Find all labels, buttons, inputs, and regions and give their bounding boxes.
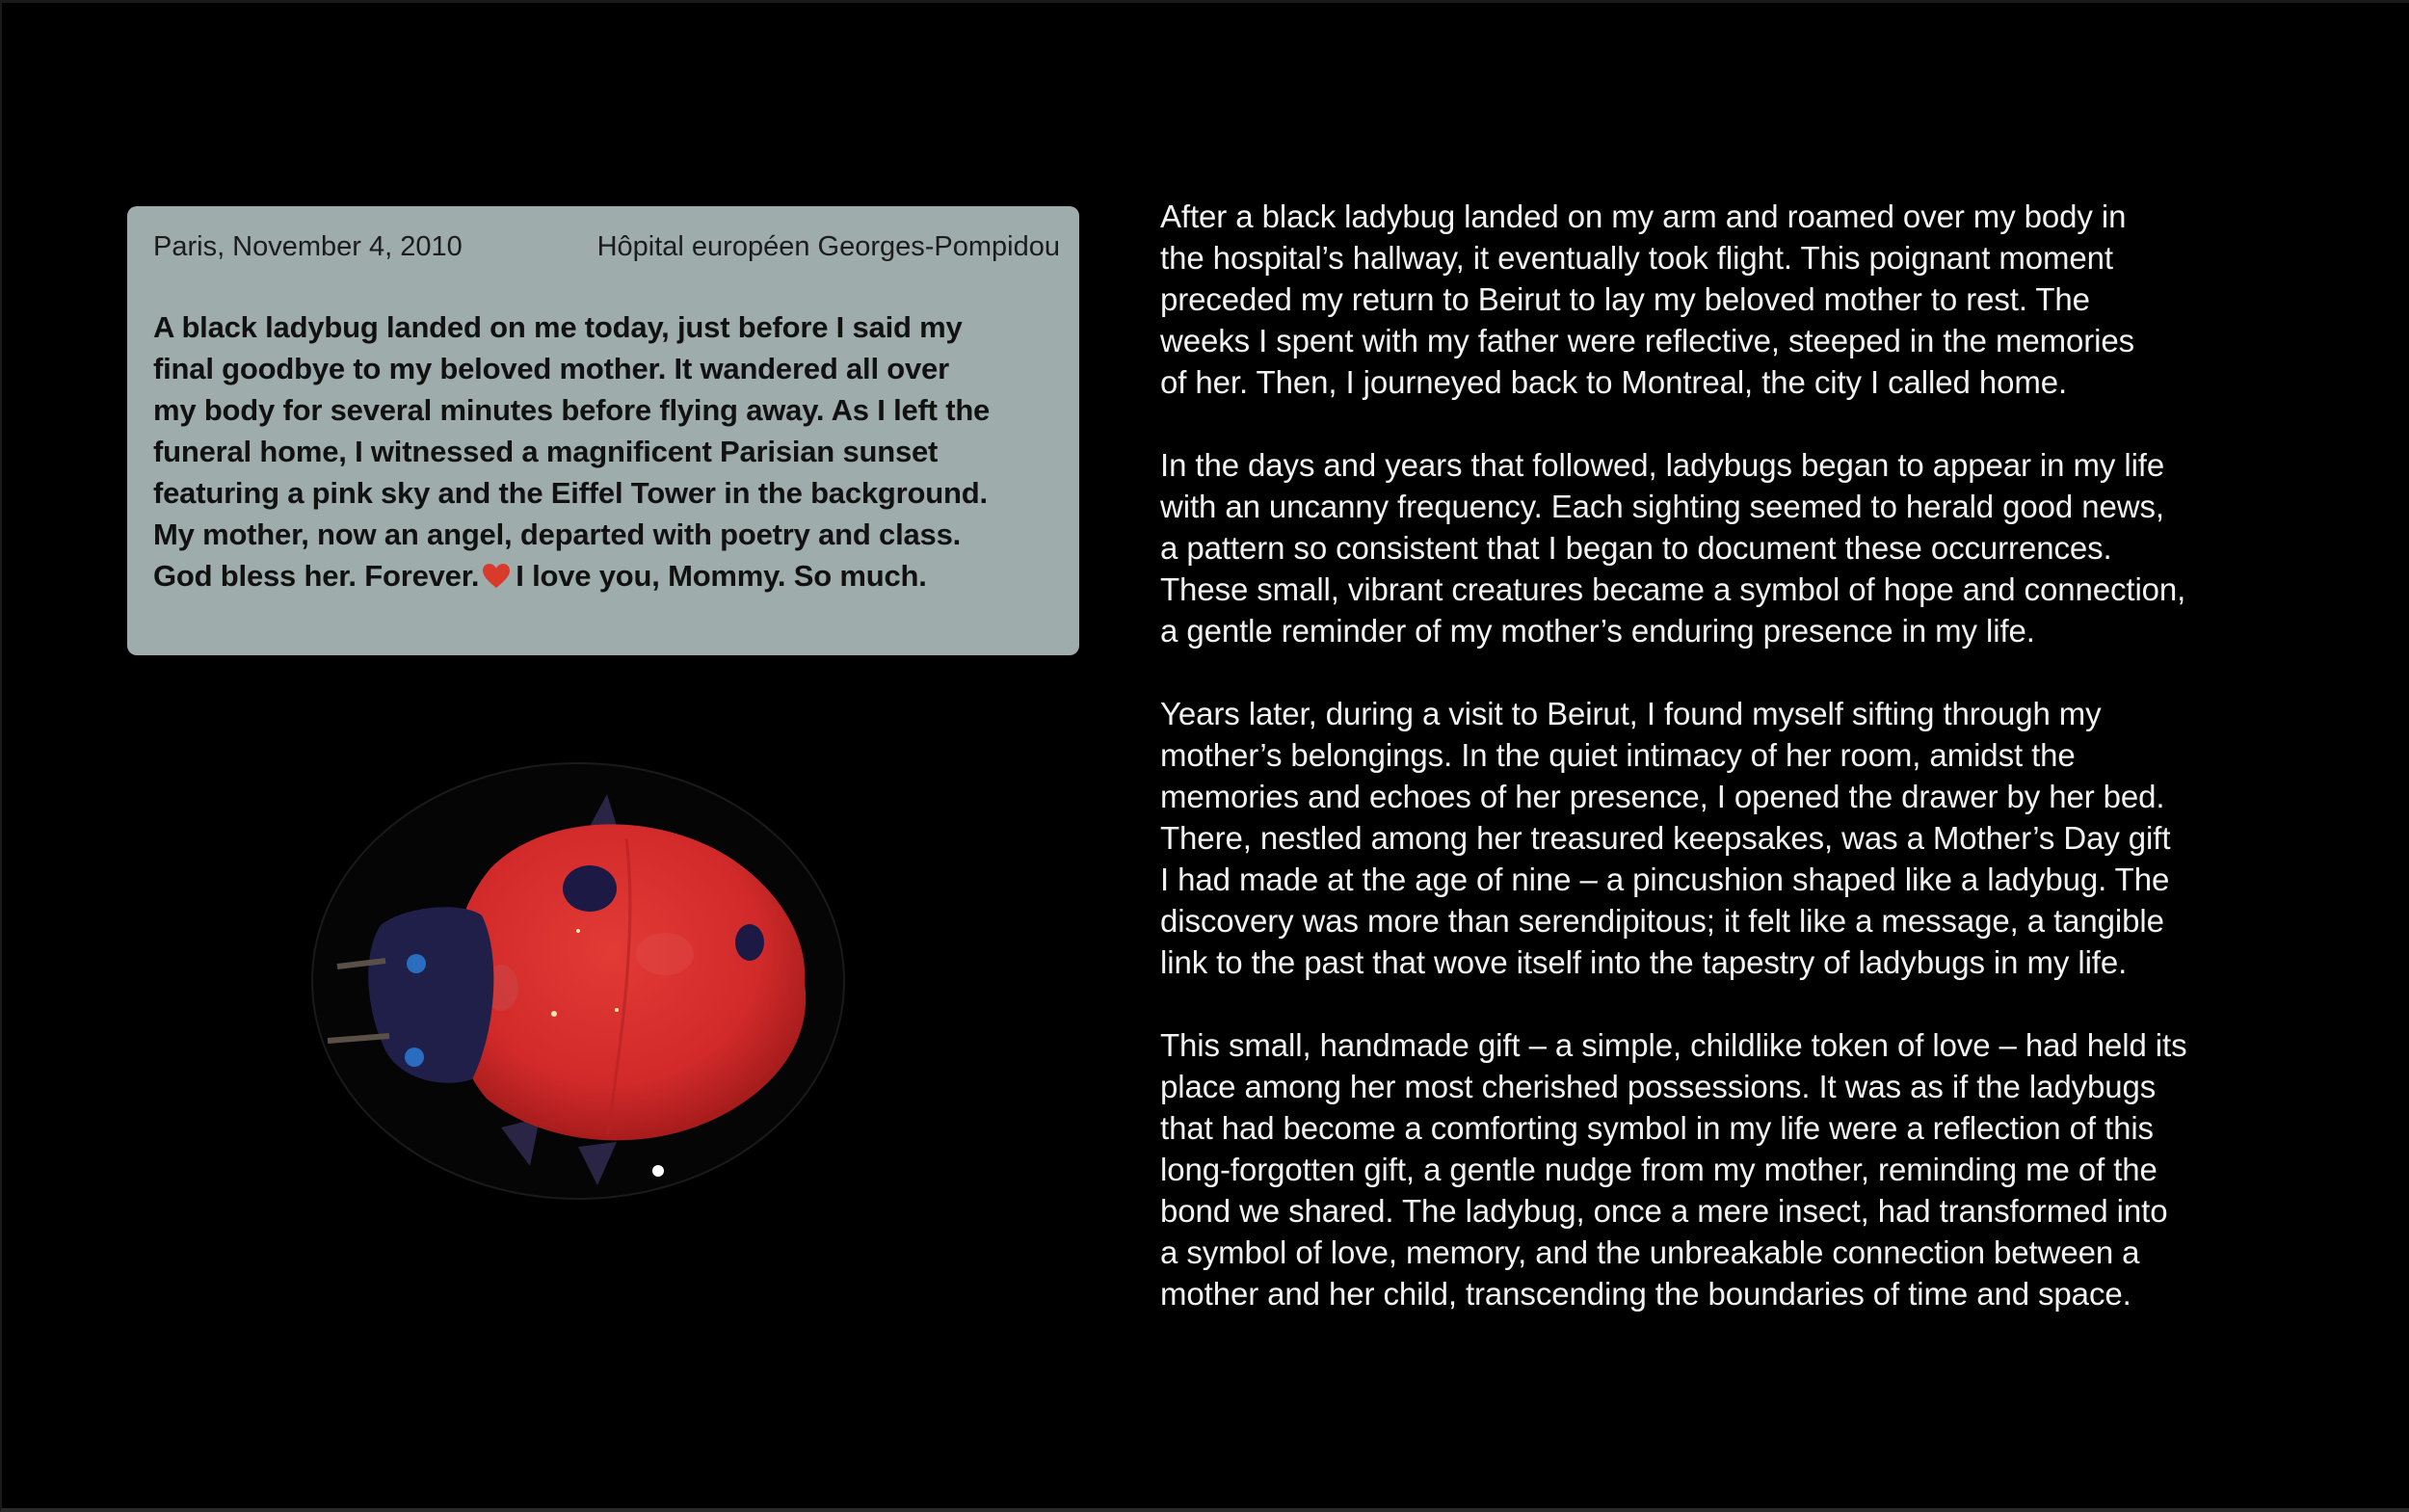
essay-line: weeks I spent with my father were reflective, steeped in the memories — [1160, 323, 2135, 358]
essay-line: the hospital’s hallway, it eventually took flight. This poignant moment — [1160, 240, 2113, 276]
essay-line: a symbol of love, memory, and the unbreakable connection between a — [1160, 1234, 2140, 1270]
ladybug-pincushion-photo — [308, 761, 848, 1205]
essay-line: preceded my return to Beirut to lay my beloved mother to rest. The — [1160, 281, 2090, 317]
essay-line: long-forgotten gift, a gentle nudge from my mother, reminding me of the — [1160, 1152, 2158, 1187]
note-body — [153, 306, 1060, 597]
essay-line: discovery was more than serendipitous; it felt like a message, a tangible — [1160, 903, 2164, 939]
note-header — [153, 229, 1060, 264]
note-card — [127, 206, 1079, 655]
essay-line: mother and her child, transcending the boundaries of time and space. — [1160, 1276, 2131, 1312]
essay-line: of her. Then, I journeyed back to Montreal, the city I called home. — [1160, 364, 2068, 400]
essay-line: a pattern so consistent that I began to document these occurrences. — [1160, 530, 2112, 566]
note-line: my body for several minutes before flying away. As I left the — [153, 393, 991, 427]
essay-line: a gentle reminder of my mother’s enduring presence in my life. — [1160, 613, 2035, 649]
essay-line: I had made at the age of nine – a pincushion shaped like a ladybug. The — [1160, 862, 2170, 897]
note-line: My mother, now an angel, departed with poetry and class. — [153, 517, 962, 551]
essay-paragraph — [1160, 444, 2297, 651]
note-line: final goodbye to my beloved mother. It wandered all over — [153, 352, 949, 385]
essay-line: These small, vibrant creatures became a symbol of hope and connection, — [1160, 571, 2186, 607]
essay-line: bond we shared. The ladybug, once a mere insect, had transformed into — [1160, 1193, 2168, 1229]
note-line: A black ladybug landed on me today, just before I said my — [153, 310, 963, 344]
essay-line: There, nestled among her treasured keepsakes, was a Mother’s Day gift — [1160, 820, 2171, 856]
essay-line: link to the past that wove itself into the tapestry of ladybugs in my life. — [1160, 944, 2128, 980]
essay-line: place among her most cherished possessions. It was as if the ladybugs — [1160, 1069, 2157, 1104]
note-line: funeral home, I witnessed a magnificent Parisian sunset — [153, 435, 939, 468]
essay-line: memories and echoes of her presence, I opened the drawer by her bed. — [1160, 779, 2165, 814]
note-line: featuring a pink sky and the Eiffel Tower in the background. — [153, 476, 988, 510]
note-love: I love you, Mommy. So much. — [516, 559, 927, 593]
essay — [1160, 196, 2297, 1356]
note-place: Hôpital européen Georges-Pompidou — [596, 231, 1060, 262]
essay-line: Years later, during a visit to Beirut, I found myself sifting through my — [1160, 696, 2102, 731]
essay-paragraph — [1160, 693, 2297, 983]
essay-line: that had become a comforting symbol in my life were a reflection of this — [1160, 1110, 2154, 1146]
note-last-line — [153, 555, 1060, 597]
heart-icon — [483, 558, 510, 583]
note-blessing: God bless her. Forever. — [153, 559, 480, 593]
essay-line: mother’s belongings. In the quiet intimacy of her room, amidst the — [1160, 737, 2076, 773]
note-location-date: Paris, November 4, 2010 — [153, 231, 463, 262]
essay-line: After a black ladybug landed on my arm and roamed over my body in — [1160, 199, 2127, 234]
essay-paragraph — [1160, 196, 2297, 403]
essay-line: with an uncanny frequency. Each sighting seemed to herald good news, — [1160, 489, 2164, 524]
essay-paragraph — [1160, 1024, 2297, 1314]
essay-line: This small, handmade gift – a simple, childlike token of love – had held its — [1160, 1027, 2187, 1063]
essay-line: In the days and years that followed, ladybugs began to appear in my life — [1160, 447, 2165, 483]
